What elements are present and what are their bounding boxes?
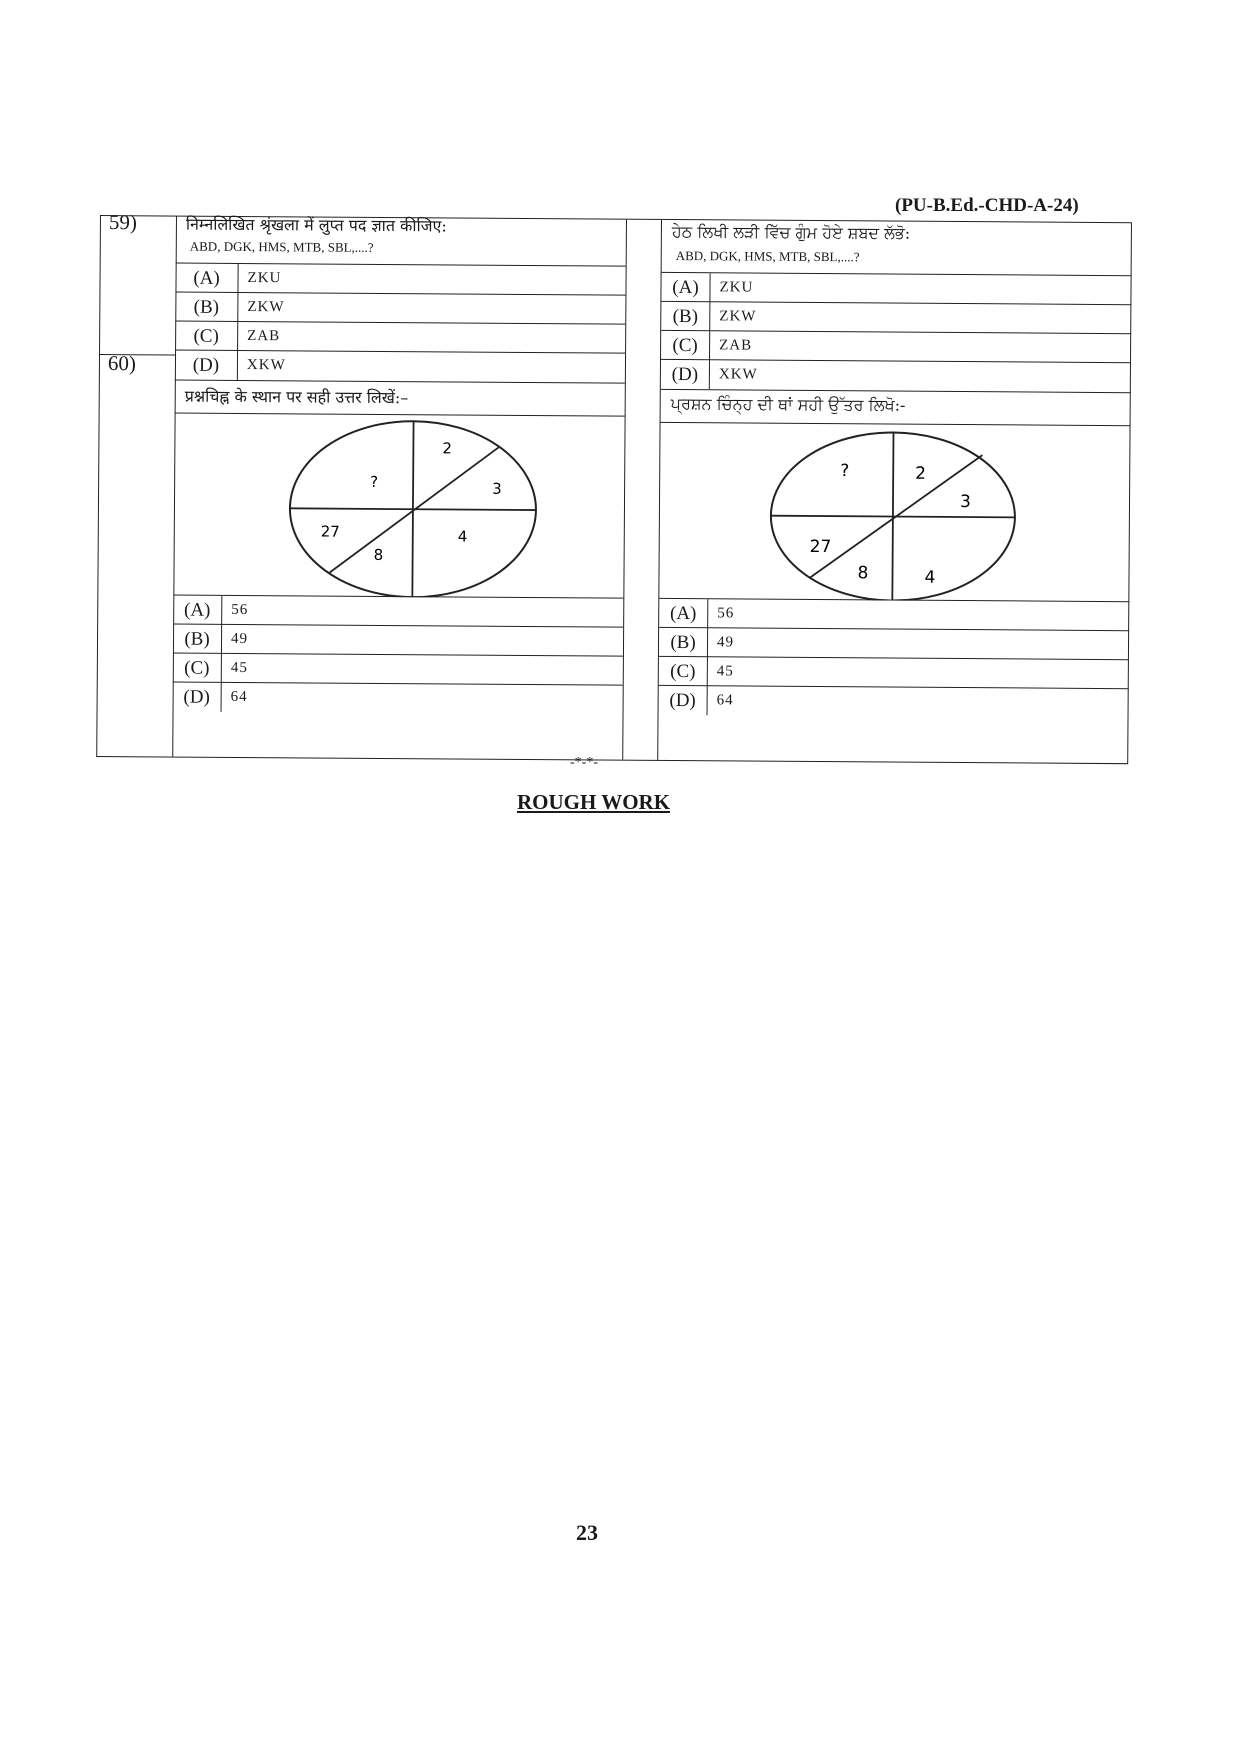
option-value: 49 bbox=[716, 634, 735, 651]
figure-value-a: 2 bbox=[442, 439, 452, 458]
q59-series: ABD, DGK, HMS, MTB, SBL,....? bbox=[675, 248, 860, 265]
q59-option-a bbox=[661, 272, 1131, 305]
option-value: XKW bbox=[246, 357, 286, 374]
paper-code: (PU-B.Ed.-CHD-A-24) bbox=[895, 195, 1079, 216]
q60-punjabi-stem: ਪ੍ਰਸ਼ਨ ਚਿੰਨ੍ਹ ਦੀ ਥਾਂ ਸਹੀ ਉੱਤਰ ਲਿਖੋ:- bbox=[670, 393, 906, 415]
q60-hindi-stem: प्रश्नचिह्न के स्थान पर सही उत्तर लिखें:– bbox=[184, 386, 409, 408]
question-60-number: 60) bbox=[107, 351, 137, 376]
page-number: 23 bbox=[576, 1520, 598, 1545]
q59-option-a bbox=[175, 263, 625, 296]
horizontal-divider bbox=[771, 516, 1015, 518]
q59-option-d bbox=[175, 350, 625, 384]
figure-value-e: 27 bbox=[809, 536, 832, 558]
q59-option-c bbox=[661, 330, 1131, 363]
q60-hindi-figure bbox=[173, 413, 624, 599]
q59-option-b bbox=[661, 301, 1131, 334]
q59-option-b bbox=[175, 292, 625, 325]
q60-option-c bbox=[659, 656, 1129, 689]
pie-puzzle-figure bbox=[173, 414, 624, 599]
q59-punjabi-stem: ਹੇਠ ਲਿਖੀ ਲੜੀ ਵਿੱਚ ਗੁੰਮ ਹੋਏ ਸ਼ਬਦ ਲੱਭੋ: bbox=[671, 221, 911, 243]
q59-option-c bbox=[175, 321, 625, 354]
option-value: 64 bbox=[230, 688, 248, 706]
option-value: 64 bbox=[716, 692, 734, 709]
q59-series: ABD, DGK, HMS, MTB, SBL,....? bbox=[189, 238, 374, 255]
option-value: ZKU bbox=[247, 270, 282, 287]
option-label: (C) bbox=[659, 657, 708, 686]
option-value: ZKW bbox=[247, 299, 285, 316]
question-table bbox=[96, 210, 1132, 764]
option-label: (B) bbox=[659, 628, 708, 657]
option-value: 45 bbox=[716, 663, 734, 680]
option-value: ZKU bbox=[719, 279, 754, 296]
q60-option-b bbox=[173, 624, 623, 657]
option-value: ZKW bbox=[719, 308, 757, 325]
option-label: (B) bbox=[661, 302, 710, 331]
option-value: 49 bbox=[230, 630, 249, 648]
figure-value-e: 27 bbox=[320, 522, 340, 541]
figure-value-c: 4 bbox=[457, 527, 468, 546]
q59-hindi-stem: निम्नलिखित श्रृंखला में लुप्त पद ज्ञात कीजिए: bbox=[185, 214, 447, 236]
pie-puzzle-figure bbox=[659, 423, 1130, 602]
figure-value-a: 2 bbox=[915, 463, 927, 484]
hindi-column bbox=[172, 214, 627, 760]
figure-value-d: 8 bbox=[373, 545, 384, 564]
option-label: (B) bbox=[175, 293, 238, 322]
option-label: (D) bbox=[173, 683, 222, 712]
q60-option-a bbox=[659, 598, 1129, 631]
option-label: (C) bbox=[661, 331, 710, 360]
question-59-number: 59) bbox=[108, 210, 138, 235]
rough-work-heading: ROUGH WORK bbox=[517, 790, 671, 814]
figure-value-b: 3 bbox=[959, 492, 971, 513]
figure-value-q: ? bbox=[370, 472, 379, 491]
q60-option-d bbox=[173, 682, 623, 715]
option-value: 56 bbox=[231, 601, 249, 619]
q60-option-d bbox=[659, 685, 1129, 718]
option-value: ZAB bbox=[719, 337, 753, 354]
option-label: (D) bbox=[661, 360, 710, 389]
option-label: (B) bbox=[173, 625, 222, 654]
option-label: (A) bbox=[661, 273, 710, 302]
figure-value-q: ? bbox=[840, 461, 850, 482]
q59-option-d bbox=[661, 359, 1131, 393]
question-number-column bbox=[97, 210, 177, 757]
figure-value-c: 4 bbox=[924, 567, 936, 588]
option-label: (A) bbox=[173, 596, 222, 625]
option-label: (C) bbox=[175, 322, 238, 351]
end-marker: -*-*- bbox=[570, 755, 598, 770]
punjabi-column bbox=[657, 220, 1132, 763]
option-value: 45 bbox=[230, 659, 248, 677]
option-label: (A) bbox=[175, 264, 238, 293]
option-value: ZAB bbox=[247, 328, 281, 345]
option-label: (A) bbox=[659, 599, 708, 628]
option-value: XKW bbox=[718, 366, 758, 383]
q60-option-a bbox=[173, 595, 623, 628]
option-label: (D) bbox=[175, 351, 238, 380]
figure-value-d: 8 bbox=[857, 563, 869, 584]
figure-value-b: 3 bbox=[492, 479, 502, 498]
option-value: 56 bbox=[717, 605, 735, 622]
q60-option-c bbox=[173, 653, 623, 686]
option-label: (C) bbox=[173, 654, 222, 683]
q60-option-b bbox=[659, 627, 1129, 660]
option-label: (D) bbox=[659, 686, 708, 715]
q60-punjabi-figure bbox=[659, 422, 1130, 602]
